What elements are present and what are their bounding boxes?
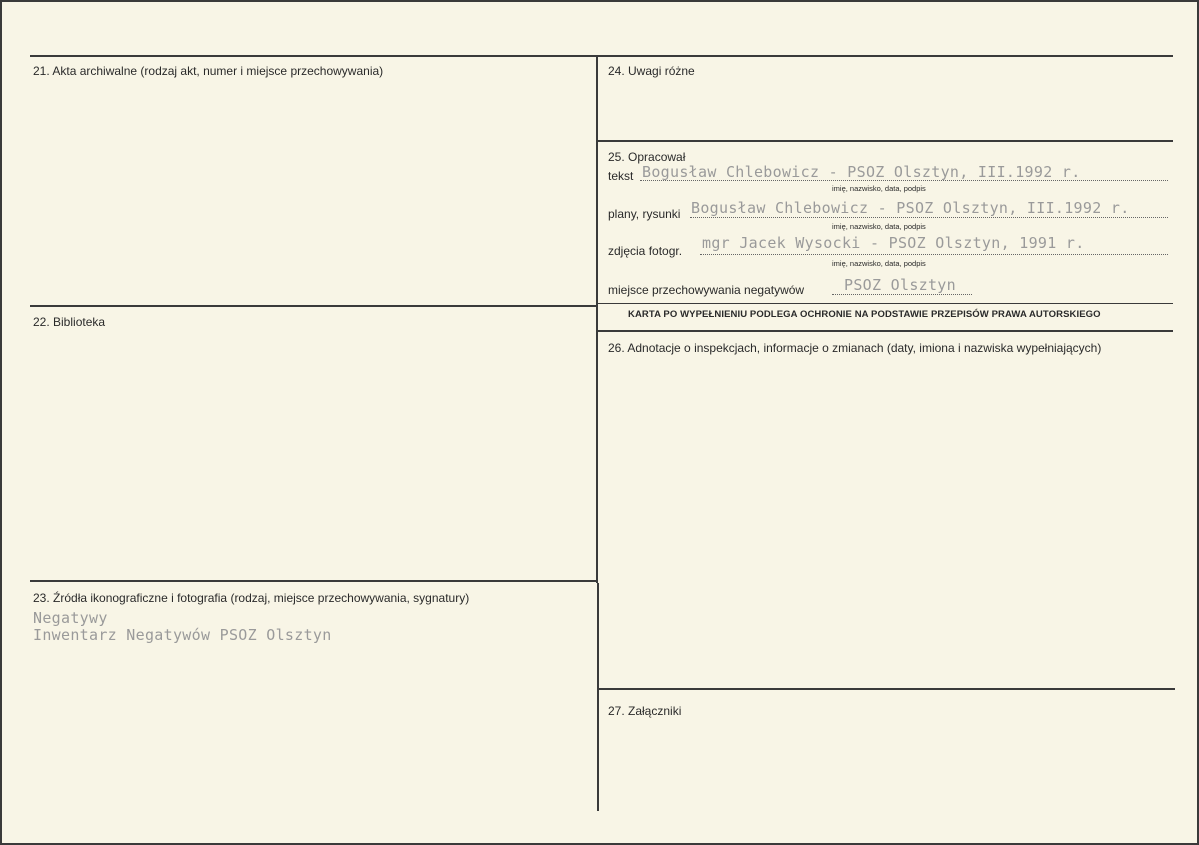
top-rule-left: [30, 55, 598, 57]
zdjecia-caption: imię, nazwisko, data, podpis: [832, 259, 926, 268]
zdjecia-dotted-line: [700, 254, 1168, 255]
section-27-label: 27. Załączniki: [608, 704, 682, 718]
plany-label: plany, rysunki: [608, 207, 681, 221]
negatywy-dotted-line: [832, 294, 972, 295]
rule-22-23: [30, 580, 598, 582]
rule-24-25: [598, 140, 1173, 142]
zdjecia-value: mgr Jacek Wysocki - PSOZ Olsztyn, 1991 r.: [702, 234, 1085, 252]
plany-dotted-line: [690, 217, 1168, 218]
rule-25-notice: [598, 303, 1173, 304]
rule-25-26: [598, 330, 1173, 332]
tekst-caption: imię, nazwisko, data, podpis: [832, 184, 926, 193]
zdjecia-label: zdjęcia fotogr.: [608, 244, 683, 258]
plany-value: Bogusław Chlebowicz - PSOZ Olsztyn, III.1992 r.: [691, 199, 1130, 217]
section-23-label: 23. Źródła ikonograficzne i fotografia (rodzaj, miejsce przechowywania, sygnatury): [33, 591, 470, 605]
section-26-label: 26. Adnotacje o inspekcjach, informacje o zmianach (daty, imiona i nazwiska wypełniających): [608, 341, 1102, 355]
tekst-label: tekst: [608, 169, 634, 183]
rule-21-22: [30, 305, 598, 307]
negatywy-label: miejsce przechowywania negatywów: [608, 283, 805, 297]
negatywy-value: PSOZ Olsztyn: [844, 276, 956, 294]
section-23-value-line2: Inwentarz Negatywów PSOZ Olsztyn: [33, 626, 332, 644]
right-column-divider: [597, 583, 599, 811]
section-22-label: 22. Biblioteka: [33, 315, 106, 329]
section-23-value-line1: Negatywy: [33, 609, 108, 627]
section-24-label: 24. Uwagi różne: [608, 64, 695, 78]
section-25-label: 25. Opracował: [608, 150, 686, 164]
section-21-label: 21. Akta archiwalne (rodzaj akt, numer i miejsce przechowywania): [33, 64, 384, 78]
top-rule-right: [598, 55, 1173, 57]
copyright-notice: KARTA PO WYPEŁNIENIU PODLEGA OCHRONIE NA PODSTAWIE PRZEPISÓW PRAWA AUTORSKIEGO: [628, 309, 1101, 320]
rule-26-27: [598, 688, 1175, 690]
tekst-dotted-line: [640, 180, 1168, 181]
left-column-divider: [596, 55, 598, 583]
tekst-value: Bogusław Chlebowicz - PSOZ Olsztyn, III.1992 r.: [642, 163, 1081, 181]
plany-caption: imię, nazwisko, data, podpis: [832, 222, 926, 231]
